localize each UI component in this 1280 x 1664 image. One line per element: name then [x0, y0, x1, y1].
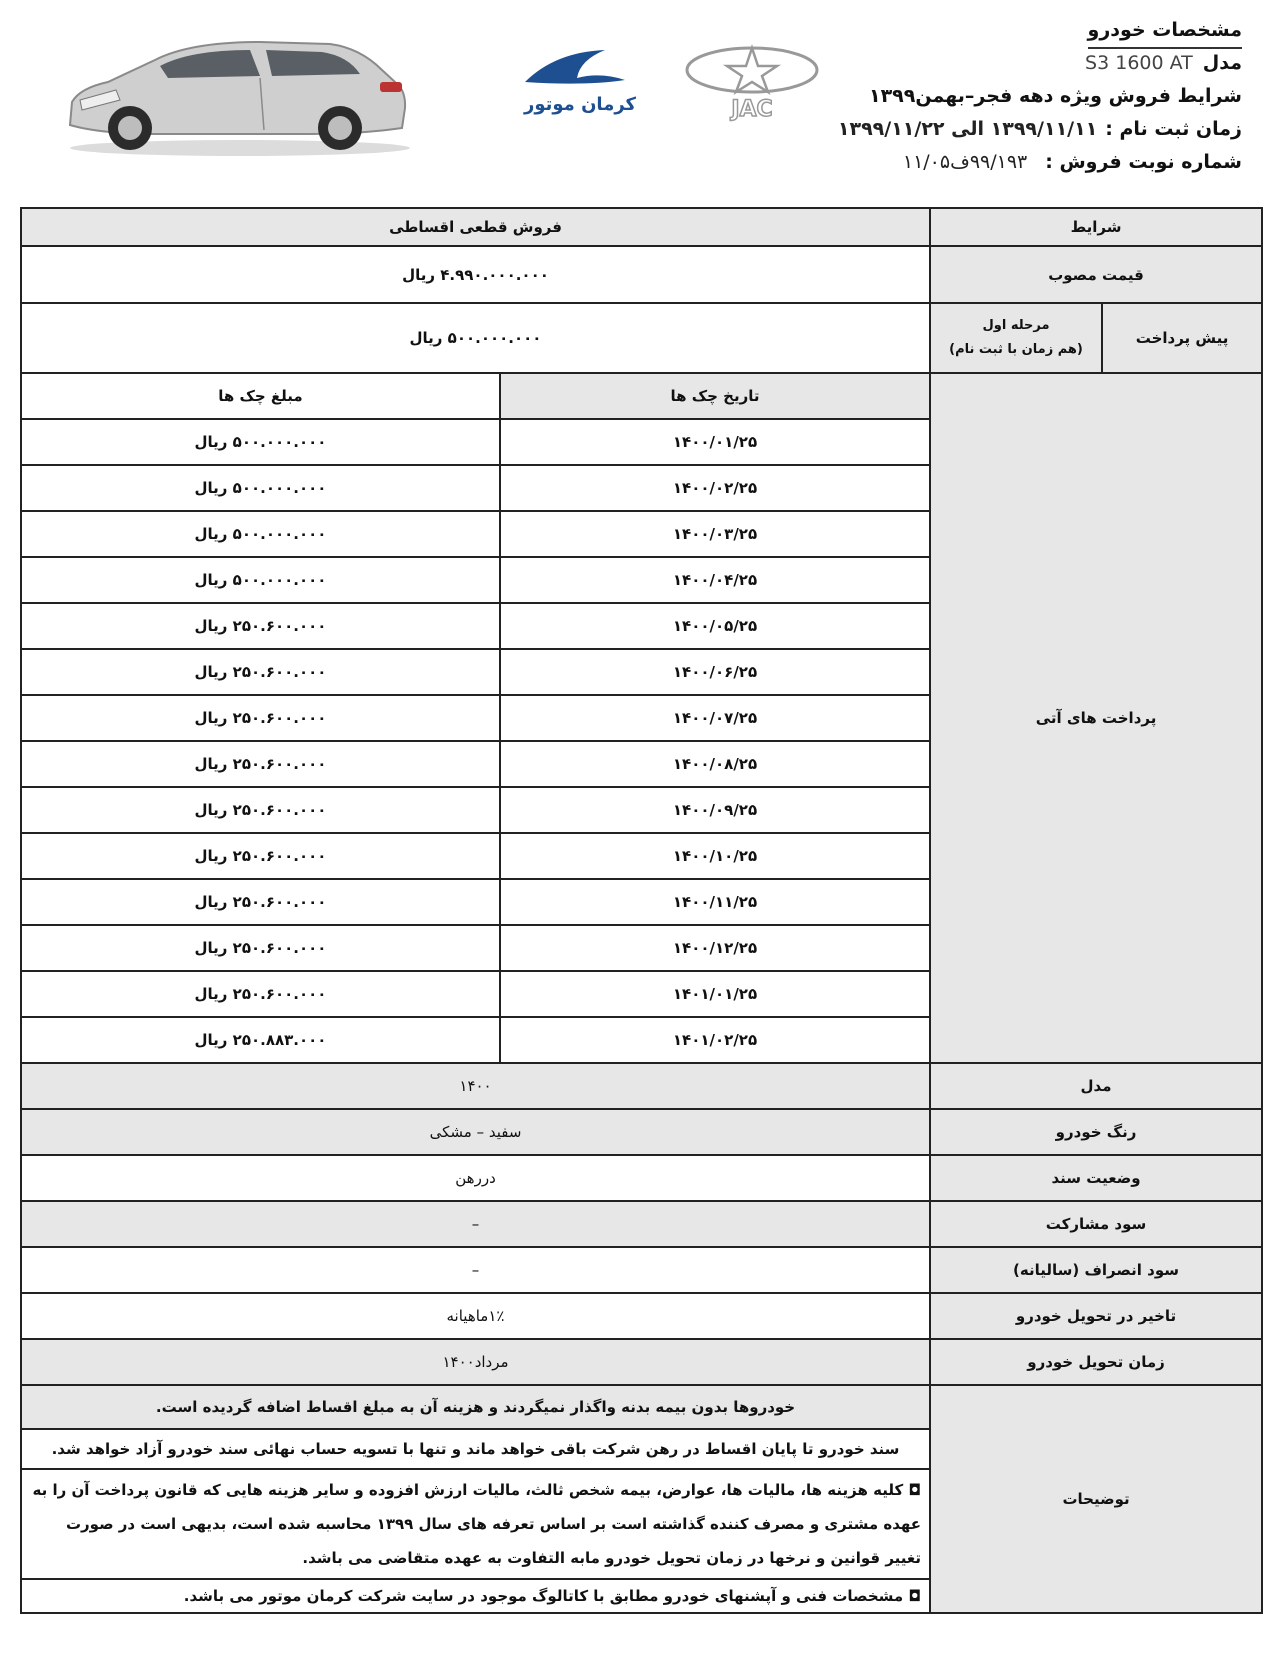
document-value: دررهن [21, 1155, 930, 1201]
check-amount: ۲۵۰.۶۰۰.۰۰۰ ریال [21, 833, 500, 879]
check-date: ۱۴۰۰/۰۲/۲۵ [500, 465, 930, 511]
check-amount: ۵۰۰.۰۰۰.۰۰۰ ریال [21, 465, 500, 511]
check-date: ۱۴۰۰/۱۲/۲۵ [500, 925, 930, 971]
note-item: سند خودرو تا پایان اقساط در رهن شرکت باقی خواهد ماند و تنها با تسویه حساب نهائی سند خودرو آزاد خواهد شد. [21, 1429, 930, 1469]
check-amount: ۵۰۰.۰۰۰.۰۰۰ ریال [21, 511, 500, 557]
prepayment-label: پیش پرداخت [1102, 303, 1262, 373]
spec-title: مشخصات خودرو [1088, 14, 1242, 49]
note-item: ◘ کلیه هزینه ها، مالیات ها، عوارض، بیمه شخص ثالث، مالیات ارزش افزوده و سایر هزینه هایی که قانون پرداخت آن را به عهده مشتری و مصرف کننده گذاشته است بر اساس تعرفه های سال ۱۳۹۹ محاسبه شده است، بدیهی است در صورت تغییر قوانین و نرخها در زمان تحویل خودرو مابه التفاوت به عهده متقاضی می باشد. [21, 1469, 930, 1579]
check-date: ۱۴۰۰/۰۸/۲۵ [500, 741, 930, 787]
sales-terms-table [20, 207, 1263, 1614]
check-amount: ۲۵۰.۶۰۰.۰۰۰ ریال [21, 879, 500, 925]
delivery-label: زمان تحویل خودرو [930, 1339, 1262, 1385]
check-date: ۱۴۰۰/۱۱/۲۵ [500, 879, 930, 925]
sale-number-value: ۹۹/۱۹۳ف۱۱/۰۵ [902, 151, 1028, 173]
partnership-profit-value: – [21, 1201, 930, 1247]
jac-logo [675, 42, 830, 122]
stage-label: مرحله اول [982, 318, 1050, 333]
approved-price-label: قیمت مصوب [930, 246, 1262, 303]
check-amount: ۲۵۰.۶۰۰.۰۰۰ ریال [21, 695, 500, 741]
prepayment-amount: ۵۰۰.۰۰۰.۰۰۰ ریال [21, 303, 930, 373]
check-date: ۱۴۰۰/۰۶/۲۵ [500, 649, 930, 695]
document-label: وضعیت سند [930, 1155, 1262, 1201]
check-date: ۱۴۰۱/۰۱/۲۵ [500, 971, 930, 1017]
notes-label: توضیحات [930, 1385, 1262, 1613]
kerman-logo-text: کرمان موتور [523, 94, 637, 115]
approved-price: ۴.۹۹۰.۰۰۰.۰۰۰ ریال [21, 246, 930, 303]
kerman-motor-logo [505, 42, 655, 122]
check-date: ۱۴۰۰/۰۵/۲۵ [500, 603, 930, 649]
car-image [60, 30, 420, 160]
check-date: ۱۴۰۰/۰۱/۲۵ [500, 419, 930, 465]
model-year-label: مدل [930, 1063, 1262, 1109]
model-year: ۱۴۰۰ [21, 1063, 930, 1109]
delay-value: ۱٪ماهیانه [21, 1293, 930, 1339]
check-amount: ۲۵۰.۶۰۰.۰۰۰ ریال [21, 603, 500, 649]
spec-block [822, 14, 1242, 179]
note-item: ◘ مشخصات فنی و آپشنهای خودرو مطابق با کاتالوگ موجود در سایت شرکت کرمان موتور می باشد. [21, 1579, 930, 1613]
check-date: ۱۴۰۱/۰۲/۲۵ [500, 1017, 930, 1063]
header [0, 0, 1280, 205]
partnership-profit-label: سود مشارکت [930, 1201, 1262, 1247]
check-amount: ۲۵۰.۶۰۰.۰۰۰ ریال [21, 925, 500, 971]
check-amount: ۲۵۰.۶۰۰.۰۰۰ ریال [21, 649, 500, 695]
check-amount: ۵۰۰.۰۰۰.۰۰۰ ریال [21, 419, 500, 465]
color-value: سفید – مشکی [21, 1109, 930, 1155]
cancellation-profit-value: – [21, 1247, 930, 1293]
check-amount: ۵۰۰.۰۰۰.۰۰۰ ریال [21, 557, 500, 603]
check-date: ۱۴۰۰/۰۷/۲۵ [500, 695, 930, 741]
check-date: ۱۴۰۰/۰۹/۲۵ [500, 787, 930, 833]
stage-note: (هم زمان با ثبت نام) [949, 342, 1083, 357]
cancellation-profit-label: سود انصراف (سالیانه) [930, 1247, 1262, 1293]
registration-label: زمان ثبت نام : [1105, 118, 1242, 140]
model-value: S3 1600 AT [1085, 52, 1193, 74]
check-amount-header: مبلغ چک ها [21, 373, 500, 419]
future-payments-label: پرداخت های آتی [930, 373, 1262, 1063]
check-amount: ۲۵۰.۶۰۰.۰۰۰ ریال [21, 787, 500, 833]
check-date-header: تاریخ چک ها [500, 373, 930, 419]
sale-type: فروش قطعی اقساطی [21, 208, 930, 246]
conditions-label: شرایط [930, 208, 1262, 246]
sale-number-label: شماره نوبت فروش : [1045, 151, 1242, 173]
check-date: ۱۴۰۰/۱۰/۲۵ [500, 833, 930, 879]
color-label: رنگ خودرو [930, 1109, 1262, 1155]
check-amount: ۲۵۰.۶۰۰.۰۰۰ ریال [21, 971, 500, 1017]
conditions-line: شرایط فروش ویژه دهه فجر–بهمن۱۳۹۹ [868, 85, 1242, 107]
check-amount: ۲۵۰.۶۰۰.۰۰۰ ریال [21, 741, 500, 787]
check-date: ۱۴۰۰/۰۳/۲۵ [500, 511, 930, 557]
jac-logo-text: JAC [731, 97, 773, 122]
registration-value: ۱۳۹۹/۱۱/۱۱ الی ۱۳۹۹/۱۱/۲۲ [837, 118, 1098, 140]
delivery-value: مرداد۱۴۰۰ [21, 1339, 930, 1385]
model-label: مدل [1202, 52, 1242, 74]
check-amount: ۲۵۰.۸۸۳.۰۰۰ ریال [21, 1017, 500, 1063]
note-item: خودروها بدون بیمه بدنه واگذار نمیگردند و هزینه آن به مبلغ اقساط اضافه گردیده است. [21, 1385, 930, 1429]
check-date: ۱۴۰۰/۰۴/۲۵ [500, 557, 930, 603]
delay-label: تاخیر در تحویل خودرو [930, 1293, 1262, 1339]
